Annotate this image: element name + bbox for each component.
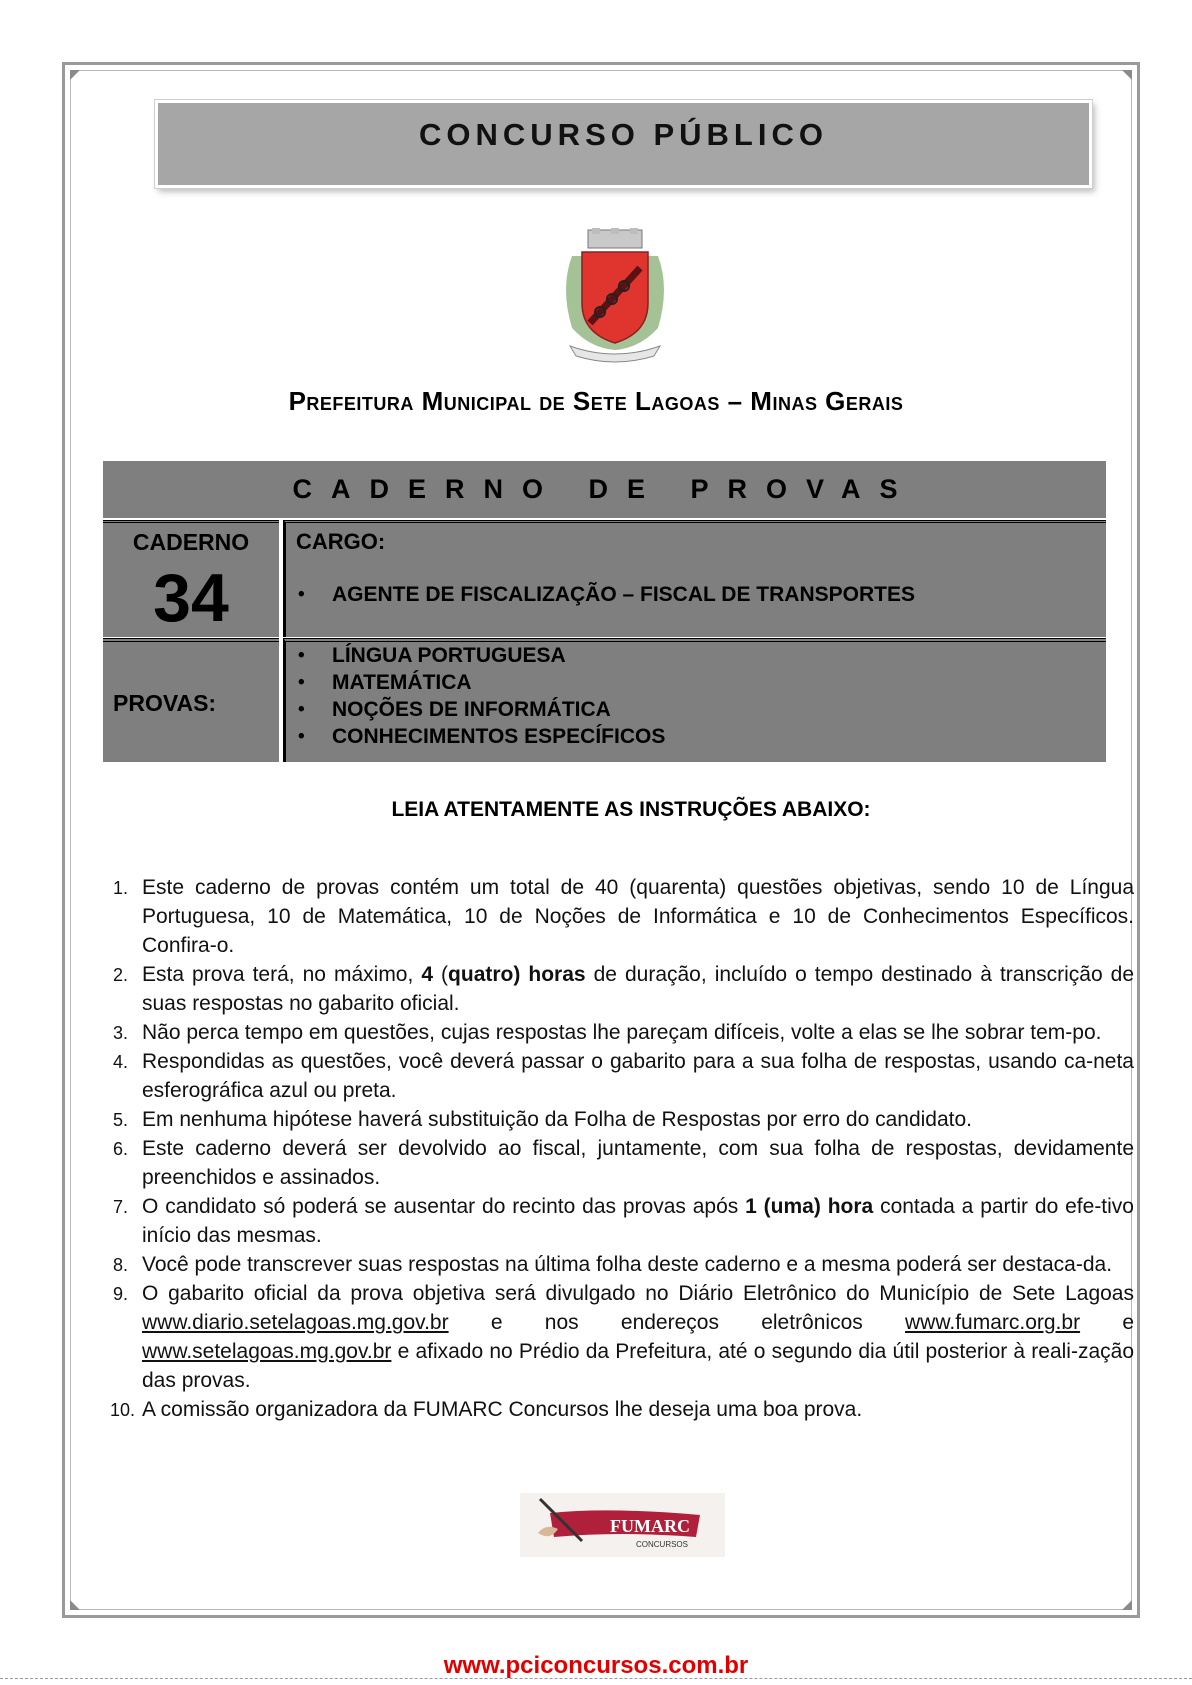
cargo-list bbox=[296, 581, 915, 608]
cargo-label: CARGO: bbox=[296, 529, 386, 554]
instructions-heading: LEIA ATENTAMENTE AS INSTRUÇÕES ABAIXO: bbox=[391, 798, 871, 821]
caderno-number: 34 bbox=[153, 560, 229, 636]
corner-ornament-top-left bbox=[70, 70, 80, 80]
provas-item: • NOÇÕES DE INFORMÁTICA bbox=[296, 696, 665, 723]
instruction-bold: 4 bbox=[421, 963, 434, 986]
instruction-text: Em nenhuma hipótese haverá substituição da Folha de Respostas por erro do candidato. bbox=[142, 1108, 973, 1131]
provas-list bbox=[296, 642, 665, 750]
instruction-item bbox=[110, 960, 1134, 1018]
instruction-number: 6. bbox=[113, 1139, 129, 1159]
caderno-de-provas-heading: CADERNO DE PROVAS bbox=[103, 461, 1106, 518]
instruction-text: e bbox=[1080, 1311, 1134, 1334]
instruction-text: ( bbox=[433, 963, 449, 986]
instruction-number: 5. bbox=[113, 1110, 129, 1130]
instruction-item bbox=[110, 1018, 1134, 1047]
provas-item: • MATEMÁTICA bbox=[296, 669, 665, 696]
provas-row bbox=[103, 638, 1106, 762]
corner-ornament-top-right bbox=[1122, 70, 1132, 80]
instruction-number: 10. bbox=[110, 1400, 136, 1420]
instruction-bold: 1 (uma) hora bbox=[745, 1195, 874, 1218]
instruction-text: O gabarito oficial da prova objetiva será divulgado no Diário Eletrônico do Município de Sete Lagoas bbox=[142, 1282, 1134, 1305]
title-banner bbox=[155, 100, 1092, 188]
setelagoas-link[interactable]: www.setelagoas.mg.gov.br bbox=[142, 1340, 392, 1363]
instruction-item bbox=[110, 1047, 1134, 1105]
provas-list-cell bbox=[283, 638, 1106, 762]
fumarc-logo-name: FUMARC bbox=[610, 1516, 690, 1536]
instruction-text: Não perca tempo em questões, cujas respostas lhe pareçam difíceis, volte a elas se lhe sobrar tem-po. bbox=[142, 1021, 1102, 1044]
cargo-item: • AGENTE DE FISCALIZAÇÃO – FISCAL DE TRANSPORTES bbox=[296, 581, 915, 608]
corner-ornament-bottom-left bbox=[70, 1600, 80, 1610]
fumarc-logo bbox=[520, 1493, 725, 1557]
instruction-item bbox=[110, 1134, 1134, 1192]
footer-divider bbox=[0, 1678, 1192, 1679]
diario-link[interactable]: www.diario.setelagoas.mg.gov.br bbox=[142, 1311, 449, 1334]
instruction-text: Este caderno deverá ser devolvido ao fiscal, juntamente, com sua folha de respostas, devidamente preenchidos e assinados. bbox=[142, 1137, 1134, 1189]
instruction-text: e afixado no Prédio da Prefeitura, até o segundo dia útil posterior à reali-zação das provas. bbox=[142, 1340, 1134, 1392]
corner-ornament-bottom-right bbox=[1122, 1600, 1132, 1610]
footer-url[interactable]: www.pciconcursos.com.br bbox=[443, 1652, 749, 1679]
page-title: CONCURSO PÚBLICO bbox=[419, 117, 828, 152]
instruction-text: de duração, incluído o tempo destinado à transcrição de suas respostas no gabarito oficial. bbox=[142, 963, 1135, 1015]
instruction-item bbox=[110, 1395, 1134, 1424]
instruction-number: 3. bbox=[113, 1023, 129, 1043]
instruction-text: contada a partir do efe-tivo início das mesmas. bbox=[142, 1195, 1134, 1247]
instruction-text: Este caderno de provas contém um total de 40 (quarenta) questões objetivas, sendo 10 de Língua Portuguesa, 10 de Matemática, 10 de Noções de Informática e 10 de Conhecimentos Específicos. Confira-o. bbox=[142, 876, 1134, 957]
instruction-item bbox=[110, 873, 1134, 960]
instruction-bold: quatro) horas bbox=[448, 963, 586, 986]
instruction-item bbox=[110, 1279, 1134, 1395]
fumarc-link[interactable]: www.fumarc.org.br bbox=[905, 1311, 1081, 1334]
caderno-cell bbox=[103, 520, 279, 637]
instruction-text: A comissão organizadora da FUMARC Concursos lhe deseja uma boa prova. bbox=[142, 1398, 863, 1421]
caderno-label: CADERNO bbox=[132, 529, 250, 555]
instruction-item bbox=[110, 1105, 1134, 1134]
instruction-text: O candidato só poderá se ausentar do recinto das provas após bbox=[142, 1195, 746, 1218]
instruction-item bbox=[110, 1250, 1134, 1279]
cargo-cell bbox=[283, 520, 1106, 637]
instruction-number: 2. bbox=[113, 965, 129, 985]
provas-label-cell bbox=[103, 638, 279, 762]
instruction-number: 8. bbox=[113, 1255, 129, 1275]
instruction-text: Esta prova terá, no máximo, bbox=[142, 963, 422, 986]
instruction-number: 4. bbox=[113, 1052, 129, 1072]
instruction-number: 9. bbox=[113, 1284, 129, 1304]
provas-item: • CONHECIMENTOS ESPECÍFICOS bbox=[296, 723, 665, 750]
instructions-list bbox=[110, 873, 1134, 1424]
instruction-text: e nos endereços eletrônicos bbox=[448, 1311, 906, 1334]
instruction-text: Você pode transcrever suas respostas na última folha deste caderno e a mesma poderá ser destaca-da. bbox=[142, 1253, 1113, 1276]
provas-label: PROVAS: bbox=[113, 690, 217, 716]
provas-item: • LÍNGUA PORTUGUESA bbox=[296, 642, 665, 669]
instruction-item bbox=[110, 1192, 1134, 1250]
caderno-cargo-row bbox=[103, 520, 1106, 637]
instruction-text: Respondidas as questões, você deverá passar o gabarito para a sua folha de respostas, usando ca-neta esferográfica azul ou preta. bbox=[142, 1050, 1134, 1102]
municipality-name: Prefeitura Municipal de Sete Lagoas – Minas Gerais bbox=[288, 386, 904, 416]
coat-of-arms-logo bbox=[550, 228, 680, 363]
instruction-number: 1. bbox=[113, 878, 129, 898]
instruction-number: 7. bbox=[113, 1197, 129, 1217]
fumarc-logo-sub: CONCURSOS bbox=[635, 1540, 689, 1549]
